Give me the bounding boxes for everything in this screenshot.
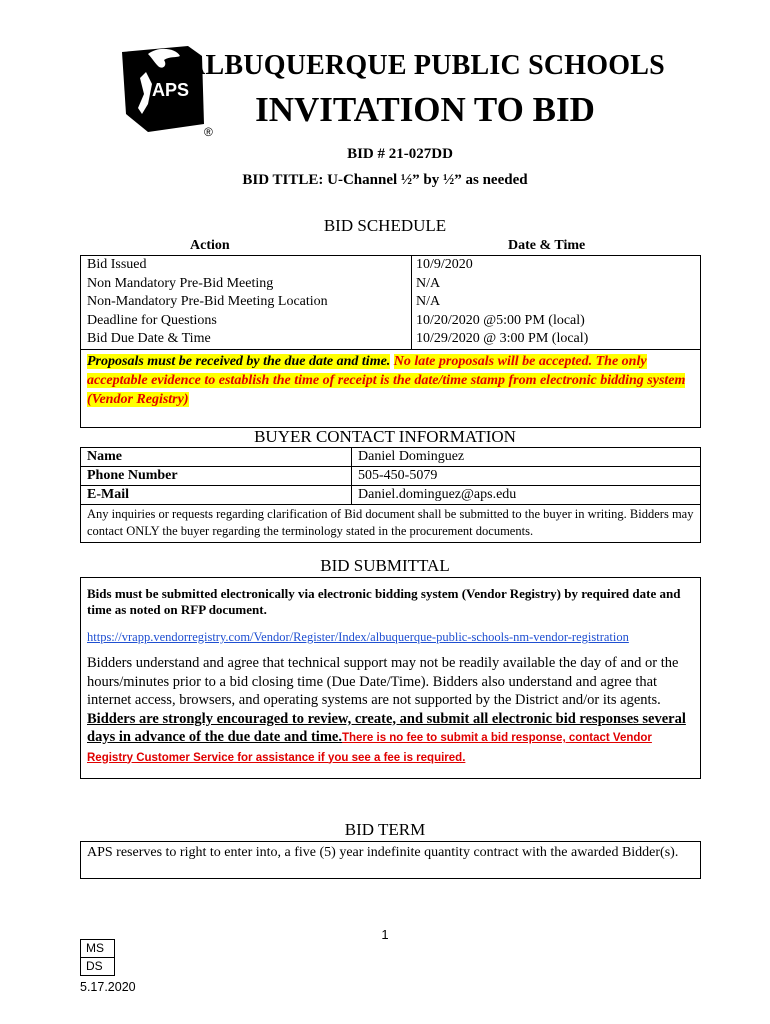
schedule-value: 10/20/2020 @5:00 PM (local) bbox=[411, 312, 700, 331]
buyer-row bbox=[81, 467, 700, 486]
buyer-label: Phone Number bbox=[87, 468, 178, 483]
registered-mark: ® bbox=[204, 125, 213, 139]
buyer-inquiry-note: Any inquiries or requests regarding clarification of Bid document shall be submitted to the buyer in writing. Bidders may contact ONLY the buyer regarding the terminology stated in the procurement documents. bbox=[87, 507, 694, 538]
bid-number: BID # 21-027DD bbox=[347, 146, 453, 162]
proposal-deadline-note bbox=[81, 349, 700, 412]
bid-schedule-heading: BID SCHEDULE bbox=[323, 216, 447, 235]
schedule-row bbox=[81, 330, 700, 349]
buyer-value: Daniel Dominguez bbox=[351, 448, 700, 466]
buyer-label: Name bbox=[87, 449, 122, 464]
buyer-label: E-Mail bbox=[87, 487, 129, 502]
initials-ds: DS bbox=[86, 959, 103, 973]
buyer-row bbox=[81, 486, 700, 505]
schedule-action: Non Mandatory Pre-Bid Meeting bbox=[87, 275, 274, 291]
submittal-paragraph bbox=[87, 654, 694, 767]
schedule-value: N/A bbox=[411, 275, 700, 294]
schedule-action: Non-Mandatory Pre-Bid Meeting Location bbox=[87, 294, 328, 309]
footer-date: 5.17.2020 bbox=[80, 980, 136, 994]
page-number: 1 bbox=[381, 927, 389, 942]
schedule-value: 10/9/2020 bbox=[411, 256, 700, 275]
submittal-encouragement: Bidders are strongly encouraged to review, create, and submit all electronic bid responses several days in advance of the due date and time. bbox=[87, 710, 686, 745]
schedule-action: Bid Due Date & Time bbox=[87, 331, 211, 346]
schedule-column-headers bbox=[80, 238, 700, 256]
bid-schedule-table bbox=[80, 255, 701, 428]
document-title: INVITATION TO BID bbox=[255, 90, 595, 129]
proposal-note-warning: No late proposals will be accepted. The only acceptable evidence to establish the time of receipt is the date/time stamp from electronic bidding system (Vendor Registry) bbox=[87, 353, 686, 407]
schedule-row bbox=[81, 293, 700, 312]
proposal-note-main: Proposals must be received by the due date and time. bbox=[87, 353, 391, 369]
logo-text: APS bbox=[152, 80, 190, 100]
buyer-email[interactable]: Daniel.dominguez@aps.edu bbox=[351, 486, 700, 504]
bid-submittal-box bbox=[80, 577, 701, 779]
initials-box bbox=[80, 939, 115, 976]
schedule-row bbox=[81, 312, 700, 331]
bid-submittal-heading: BID SUBMITTAL bbox=[320, 556, 450, 575]
buyer-contact-heading: BUYER CONTACT INFORMATION bbox=[254, 427, 516, 446]
schedule-value: N/A bbox=[411, 293, 700, 312]
organization-name: ALBUQUERQUE PUBLIC SCHOOLS bbox=[185, 50, 665, 81]
bid-term-box: APS reserves to right to enter into, a five (5) year indefinite quantity contract with the awarded Bidder(s). bbox=[80, 841, 701, 879]
bid-term-heading: BID TERM bbox=[344, 820, 426, 839]
schedule-row bbox=[81, 256, 700, 275]
vendor-registry-link[interactable]: https://vrapp.vendorregistry.com/Vendor/Register/Index/albuquerque-public-schools-nm-vendor-registration bbox=[87, 630, 629, 644]
buyer-contact-table bbox=[80, 447, 701, 543]
fee-note: There is no fee to submit a bid response, contact Vendor Registry Customer Service for assistance if you see a fee is required. bbox=[87, 732, 652, 764]
schedule-action: Deadline for Questions bbox=[87, 312, 217, 328]
bid-title: BID TITLE: U-Channel ½” by ½” as needed bbox=[242, 172, 528, 188]
submittal-instructions: Bids must be submitted electronically via electronic bidding system (Vendor Registry) by required date and time as noted on RFP document. bbox=[87, 586, 681, 617]
schedule-value: 10/29/2020 @ 3:00 PM (local) bbox=[411, 330, 700, 349]
schedule-action: Bid Issued bbox=[87, 257, 147, 272]
buyer-value: 505-450-5079 bbox=[351, 467, 700, 485]
initials-ms: MS bbox=[81, 940, 114, 958]
submittal-disclaimer: Bidders understand and agree that technical support may not be readily available the day of and or the hours/minutes prior to a bid closing time (Due Date/Time). Bidders also understand and agree that internet access, browsers, and operating systems are not supported by the District and/or its agents. bbox=[87, 655, 679, 708]
schedule-row bbox=[81, 275, 700, 294]
buyer-row bbox=[81, 448, 700, 467]
column-date-time: Date & Time bbox=[508, 238, 586, 253]
column-action: Action bbox=[190, 238, 230, 253]
